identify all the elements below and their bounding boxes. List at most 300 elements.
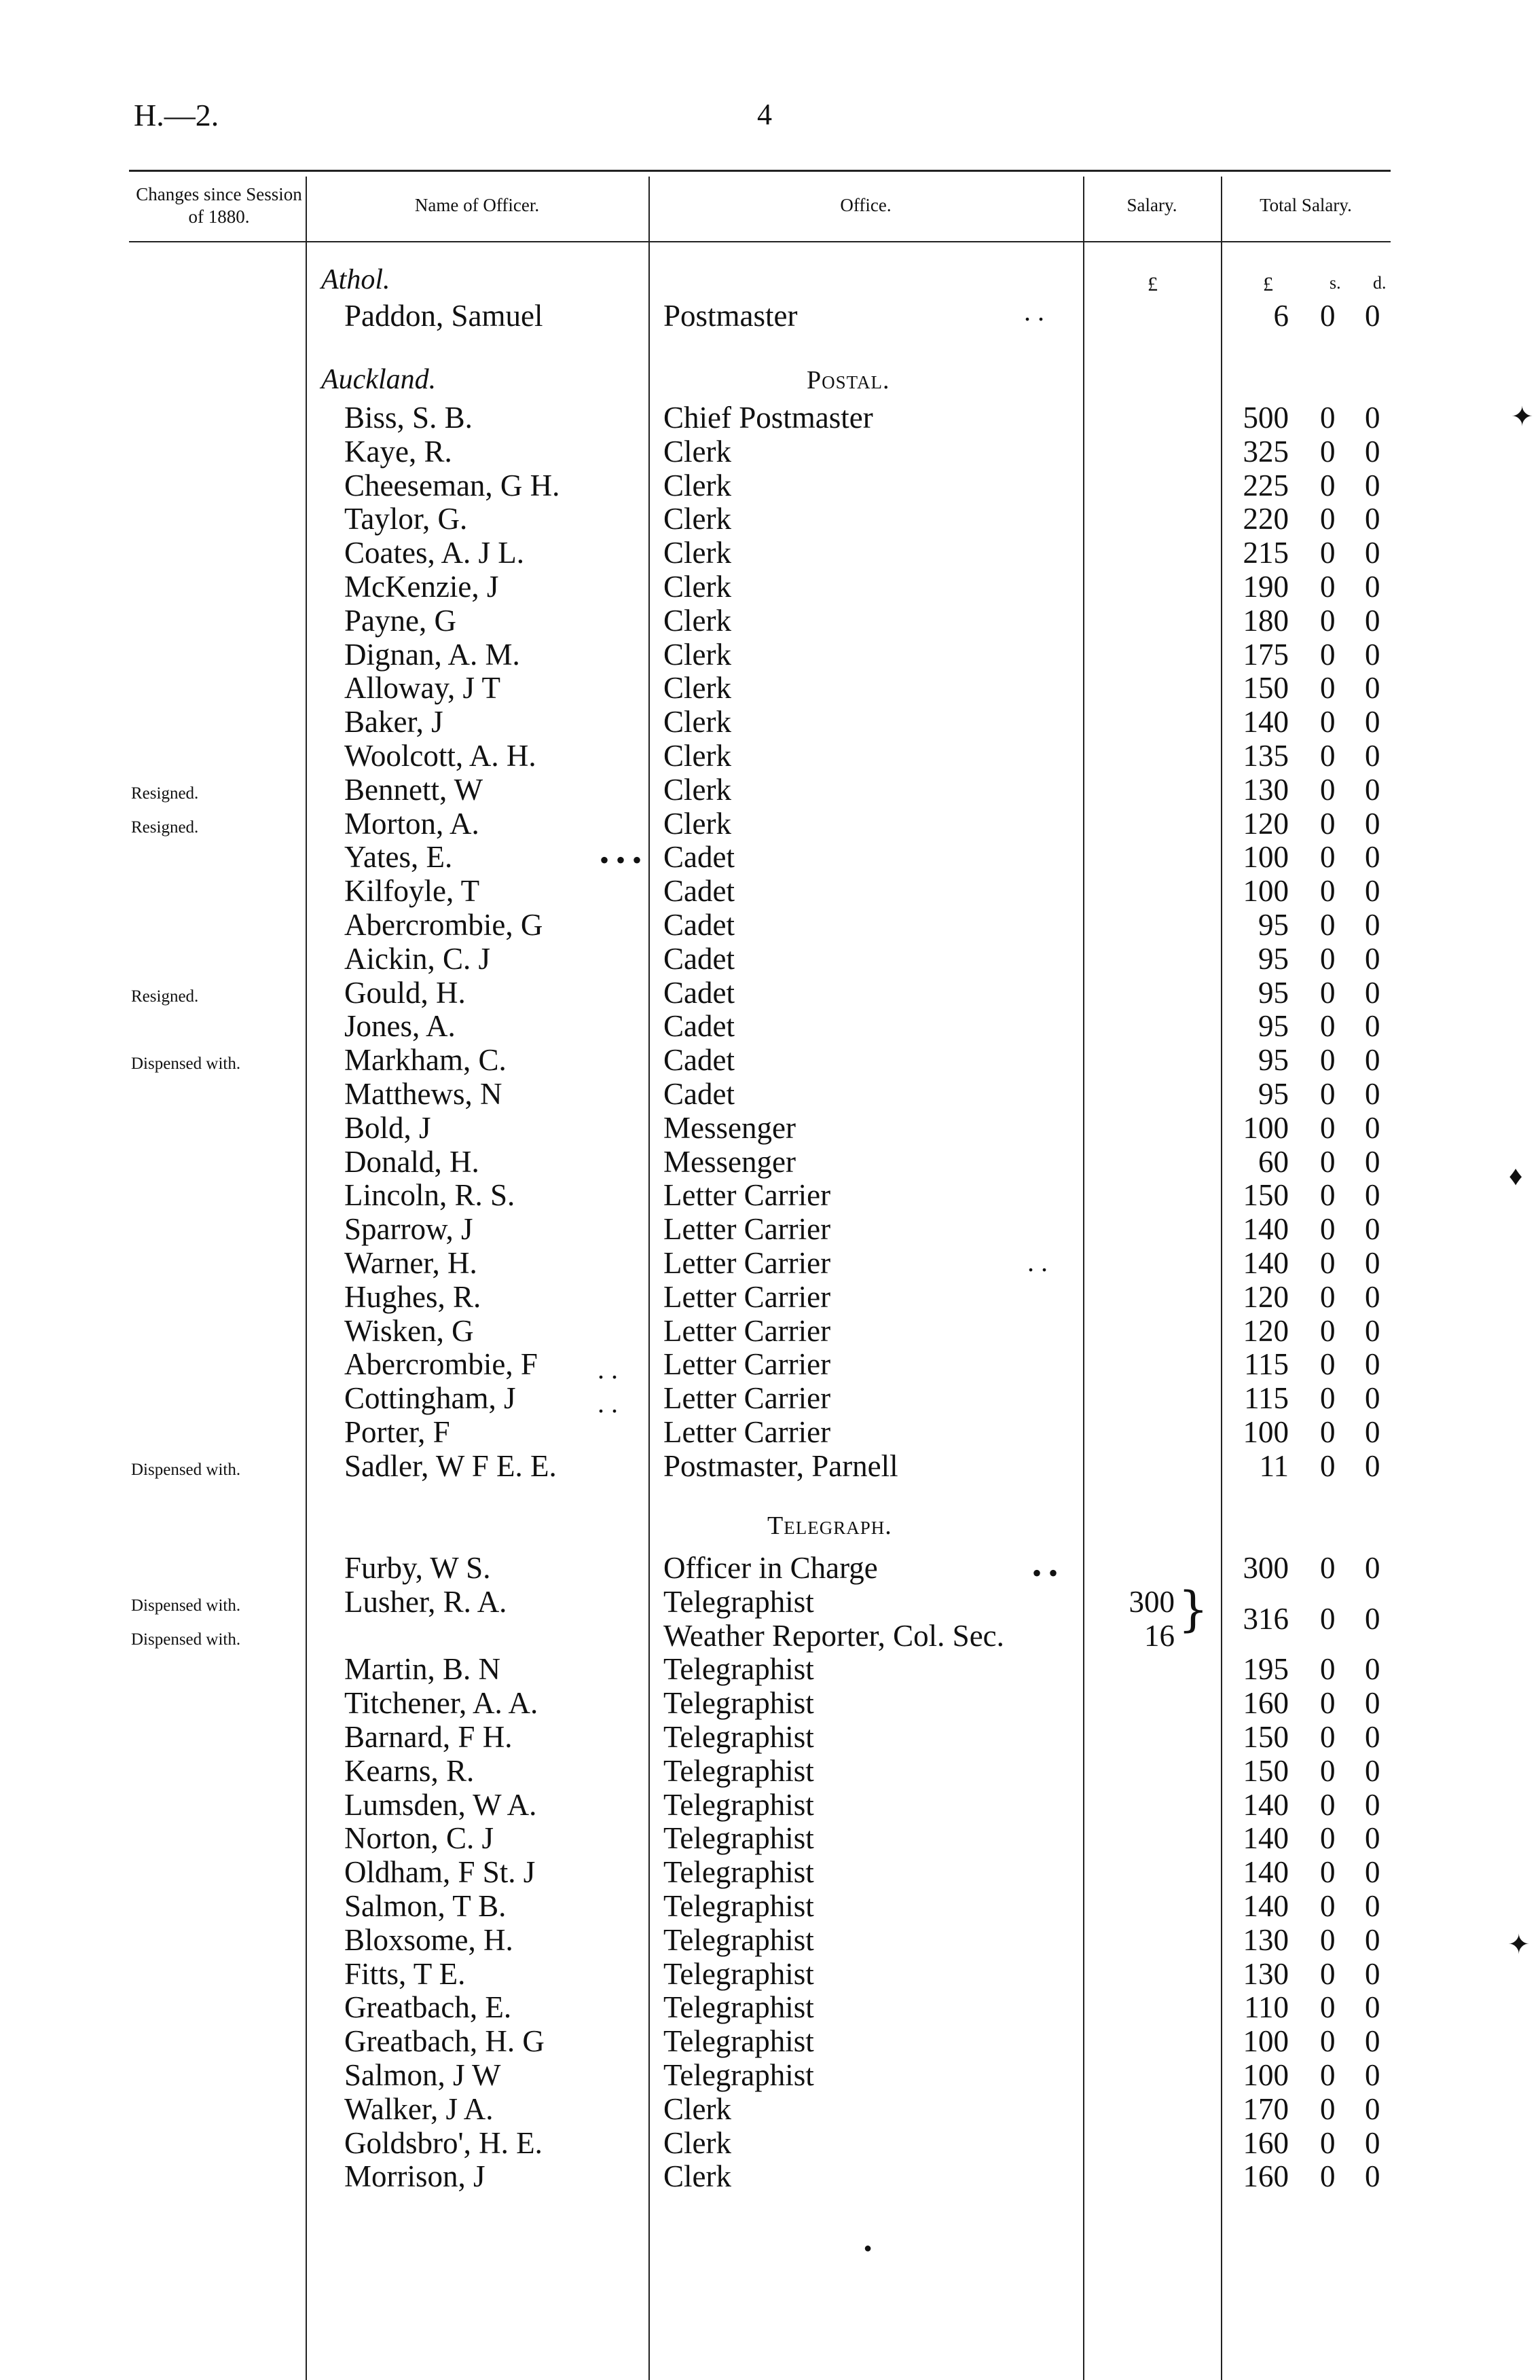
office-title: Cadet: [663, 941, 735, 976]
office-title: Clerk: [663, 468, 731, 502]
total-pence: 0: [1365, 941, 1380, 976]
office-title: Telegraphist: [663, 1720, 814, 1754]
change-note: Dispensed with.: [131, 1596, 241, 1615]
office-title: Clerk: [663, 2091, 731, 2126]
office-title: Telegraphist: [663, 1821, 814, 1856]
total-pence: 0: [1365, 2159, 1380, 2194]
table-row: [0, 2058, 1540, 2092]
officer-name: Morton, A.: [344, 806, 479, 841]
office-title: Messenger: [663, 1110, 796, 1145]
office-title: Clerk: [663, 2125, 731, 2160]
total-pounds: 220: [1243, 502, 1289, 536]
officer-name: Hughes, R.: [344, 1279, 481, 1314]
total-pence: 0: [1365, 2125, 1380, 2160]
total-pounds: 120: [1243, 806, 1289, 841]
change-note: Resigned.: [131, 987, 199, 1006]
total-pounds: 130: [1243, 772, 1289, 807]
office-title: Cadet: [663, 1077, 735, 1111]
total-pence: 0: [1365, 1077, 1380, 1111]
office-title: Letter Carrier: [663, 1313, 831, 1348]
total-pence: 0: [1365, 1686, 1380, 1721]
total-pence: 0: [1365, 1415, 1380, 1449]
total-pence: 0: [1365, 570, 1380, 604]
office-title: Telegraphist: [663, 1787, 814, 1822]
office-title: Letter Carrier: [663, 1381, 831, 1416]
total-shillings: 0: [1320, 603, 1336, 638]
total-pounds: 325: [1243, 434, 1289, 469]
office-title: Weather Reporter, Col. Sec.: [663, 1618, 1004, 1653]
officer-name: Porter, F: [344, 1415, 450, 1449]
column-header-office: Office.: [840, 195, 892, 216]
column-header-total: Total Salary.: [1260, 195, 1352, 216]
table-row: [0, 1923, 1540, 1957]
table-row: [0, 1077, 1540, 1111]
salary-pound-unit: £: [1148, 273, 1158, 295]
total-shillings: 0: [1320, 536, 1336, 570]
total-shillings: 0: [1320, 1077, 1336, 1111]
total-pounds: 110: [1244, 1990, 1289, 2025]
total-pence: 0: [1365, 1720, 1380, 1754]
officer-name: Cottingham, J: [344, 1381, 516, 1416]
total-pounds: 60: [1258, 1144, 1289, 1179]
office-title: Letter Carrier: [663, 1246, 831, 1280]
officer-name: Warner, H.: [344, 1246, 477, 1280]
office-title: Cadet: [663, 975, 735, 1010]
office-title: Cadet: [663, 840, 735, 875]
total-shillings: 0: [1320, 1601, 1336, 1636]
total-pence: 0: [1365, 2091, 1380, 2126]
officer-name: Baker, J: [344, 705, 443, 739]
total-shillings: 0: [1320, 1110, 1336, 1145]
total-pence: 0: [1365, 1347, 1380, 1382]
total-pence: 0: [1365, 1246, 1380, 1280]
officer-name: Kilfoyle, T: [344, 874, 480, 909]
total-pounds: 95: [1258, 941, 1289, 976]
officer-name: Alloway, J T: [344, 671, 500, 706]
total-shillings: 0: [1320, 401, 1336, 435]
table-row: [0, 502, 1540, 536]
total-shillings: 0: [1320, 671, 1336, 706]
total-shillings: 0: [1320, 1381, 1336, 1416]
total-shillings: 0: [1320, 1652, 1336, 1687]
table-row: [0, 1347, 1540, 1381]
officer-name: Wisken, G: [344, 1313, 474, 1348]
table-row: [0, 1381, 1540, 1415]
table-row: [0, 570, 1540, 604]
total-pence: 0: [1365, 874, 1380, 909]
office-title: Letter Carrier: [663, 1347, 831, 1382]
table-row: [0, 1280, 1540, 1314]
officer-name: Lincoln, R. S.: [344, 1178, 515, 1213]
total-shillings: 0: [1320, 299, 1336, 333]
office-title: Clerk: [663, 2159, 731, 2194]
total-shillings: 0: [1320, 1212, 1336, 1247]
total-pounds: 300: [1243, 1551, 1289, 1585]
margin-speck: ✦: [1511, 401, 1534, 432]
total-pounds: 100: [1243, 2058, 1289, 2092]
total-pounds: 6: [1273, 299, 1289, 333]
table-row: [0, 299, 1540, 333]
total-pence: 0: [1365, 1652, 1380, 1687]
officer-name: McKenzie, J: [344, 570, 499, 604]
officer-name: Fitts, T E.: [344, 1956, 466, 1991]
table-top-rule: [129, 170, 1391, 172]
officer-name: Gould, H.: [344, 975, 466, 1010]
page-number: 4: [757, 98, 772, 131]
total-shillings: 0: [1320, 1415, 1336, 1449]
total-pounds: 100: [1243, 840, 1289, 875]
officer-name: Goldsbro', H. E.: [344, 2125, 543, 2160]
total-pence: 0: [1365, 1313, 1380, 1348]
total-shillings: 0: [1320, 502, 1336, 536]
total-pounds: 11: [1259, 1448, 1289, 1483]
officer-name: Salmon, J W: [344, 2058, 501, 2092]
officer-name: Donald, H.: [344, 1144, 479, 1179]
total-pence: 0: [1365, 1889, 1380, 1923]
table-row: [0, 908, 1540, 942]
total-shillings: 0: [1320, 2159, 1336, 2194]
table-row: [0, 2024, 1540, 2058]
table-row: [0, 1111, 1540, 1145]
total-pence: 0: [1365, 401, 1380, 435]
officer-name: Taylor, G.: [344, 502, 468, 536]
total-pounds: 150: [1243, 1753, 1289, 1788]
office-title: Clerk: [663, 502, 731, 536]
total-pounds: 190: [1243, 570, 1289, 604]
total-shillings: 0: [1320, 1009, 1336, 1044]
table-row: [0, 469, 1540, 502]
officer-name: Titchener, A. A.: [344, 1686, 538, 1721]
officer-name: Paddon, Samuel: [344, 299, 543, 333]
table-row: [0, 874, 1540, 908]
total-pounds: 170: [1243, 2091, 1289, 2126]
total-pounds: 115: [1244, 1347, 1289, 1382]
total-pence: 0: [1365, 1855, 1380, 1890]
total-shillings: 0: [1320, 1821, 1336, 1856]
table-row: [0, 1145, 1540, 1179]
office-title: Letter Carrier: [663, 1178, 831, 1213]
total-pounds: 100: [1243, 874, 1289, 909]
margin-speck: ✦: [1507, 1929, 1530, 1960]
office-title: Cadet: [663, 908, 735, 942]
total-pence: 0: [1365, 1381, 1380, 1416]
salary-brace: }: [1178, 1581, 1209, 1637]
total-pence: 0: [1365, 1551, 1380, 1585]
total-shillings: 0: [1320, 1279, 1336, 1314]
total-pence: 0: [1365, 1821, 1380, 1856]
total-pence: 0: [1365, 1212, 1380, 1247]
total-shillings: 0: [1320, 1956, 1336, 1991]
leader-dots: . .: [1027, 1247, 1048, 1277]
table-row: [0, 435, 1540, 469]
district-heading-auckland: Auckland.: [321, 364, 437, 395]
office-title: Clerk: [663, 603, 731, 638]
total-pence: 0: [1365, 536, 1380, 570]
office-title: Cadet: [663, 1009, 735, 1044]
total-pounds: 135: [1243, 739, 1289, 773]
officer-name: Barnard, F H.: [344, 1720, 513, 1754]
table-row: [0, 1686, 1540, 1720]
page-reference: H.—2.: [134, 98, 219, 132]
leader-dots: . .: [598, 1388, 618, 1418]
table-row: [0, 976, 1540, 1010]
office-title: Letter Carrier: [663, 1279, 831, 1314]
table-row: [0, 1212, 1540, 1246]
salary-amount: 16: [1144, 1618, 1175, 1653]
officer-name: Aickin, C. J: [344, 941, 491, 976]
table-row: [0, 1619, 1540, 1653]
total-pounds: 100: [1243, 1110, 1289, 1145]
total-pounds: 195: [1243, 1652, 1289, 1687]
total-shillings: 0: [1320, 1889, 1336, 1923]
total-shillings: 0: [1320, 2125, 1336, 2160]
total-pounds: 316: [1243, 1601, 1289, 1636]
office-title: Clerk: [663, 806, 731, 841]
table-row: [0, 604, 1540, 638]
total-pence: 0: [1365, 1279, 1380, 1314]
total-pence: 0: [1365, 772, 1380, 807]
total-shillings: 0: [1320, 468, 1336, 502]
total-pence: 0: [1365, 603, 1380, 638]
salary-amount: 300: [1129, 1584, 1175, 1619]
table-row: [0, 1415, 1540, 1449]
table-row: [0, 1551, 1540, 1585]
officer-name: Lusher, R. A.: [344, 1584, 507, 1619]
office-title: Messenger: [663, 1144, 796, 1179]
table-row: [0, 807, 1540, 841]
total-pounds: 140: [1243, 1821, 1289, 1856]
total-shillings: 0: [1320, 705, 1336, 739]
table-row: [0, 1855, 1540, 1889]
table-row: [0, 1990, 1540, 2024]
officer-name: Bennett, W: [344, 772, 483, 807]
total-pounds: 95: [1258, 975, 1289, 1010]
total-shillings: 0: [1320, 637, 1336, 672]
change-note: Dispensed with.: [131, 1630, 241, 1649]
total-pounds: 140: [1243, 1246, 1289, 1280]
total-shillings: 0: [1320, 2024, 1336, 2059]
total-pounds: 140: [1243, 705, 1289, 739]
total-shillings: 0: [1320, 1043, 1336, 1078]
table-row: [0, 1652, 1540, 1686]
change-note: Dispensed with.: [131, 1460, 241, 1479]
shillings-unit: s.: [1330, 273, 1341, 293]
officer-name: Woolcott, A. H.: [344, 739, 536, 773]
officer-name: Cheeseman, G H.: [344, 468, 560, 502]
total-pence: 0: [1365, 1956, 1380, 1991]
total-pounds: 175: [1243, 637, 1289, 672]
officer-name: Dignan, A. M.: [344, 637, 520, 672]
total-pounds: 115: [1244, 1381, 1289, 1416]
total-pounds: 95: [1258, 1043, 1289, 1078]
officer-name: Sadler, W F E. E.: [344, 1448, 557, 1483]
total-pence: 0: [1365, 1787, 1380, 1822]
office-title: Postmaster: [663, 299, 798, 333]
table-row: [0, 1246, 1540, 1280]
section-heading-postal: Postal.: [807, 366, 890, 395]
office-title: Clerk: [663, 772, 731, 807]
leader-dots: . .: [1024, 296, 1044, 327]
office-title: Telegraphist: [663, 1956, 814, 1991]
officer-name: Yates, E.: [344, 840, 453, 875]
office-title: Chief Postmaster: [663, 401, 873, 435]
leader-dots: • •: [1032, 1558, 1059, 1588]
total-pence: 0: [1365, 1990, 1380, 2025]
officer-name: Norton, C. J: [344, 1821, 494, 1856]
total-pounds: 95: [1258, 908, 1289, 942]
officer-name: Bloxsome, H.: [344, 1922, 513, 1957]
total-pence: 0: [1365, 1922, 1380, 1957]
total-pence: 0: [1365, 1178, 1380, 1213]
change-note: Dispensed with.: [131, 1055, 241, 1074]
office-title: Telegraphist: [663, 2058, 814, 2092]
officer-name: Matthews, N: [344, 1077, 502, 1111]
column-header-changes: Changes since Session of 1880.: [136, 184, 302, 227]
officer-name: Biss, S. B.: [344, 401, 473, 435]
total-pence: 0: [1365, 468, 1380, 502]
total-pence: 0: [1365, 637, 1380, 672]
total-shillings: 0: [1320, 1448, 1336, 1483]
table-row: [0, 401, 1540, 435]
total-shillings: 0: [1320, 806, 1336, 841]
officer-name: Sparrow, J: [344, 1212, 473, 1247]
office-title: Telegraphist: [663, 1753, 814, 1788]
office-title: Telegraphist: [663, 1652, 814, 1687]
total-pounds: 100: [1243, 2024, 1289, 2059]
office-title: Clerk: [663, 739, 731, 773]
table-header-rule: [129, 241, 1391, 242]
total-pounds: 140: [1243, 1212, 1289, 1247]
total-shillings: 0: [1320, 1686, 1336, 1721]
total-pence: 0: [1365, 671, 1380, 706]
total-shillings: 0: [1320, 1922, 1336, 1957]
total-shillings: 0: [1320, 908, 1336, 942]
column-header-name: Name of Officer.: [414, 195, 540, 216]
total-pence: 0: [1365, 705, 1380, 739]
total-pounds: 150: [1243, 1720, 1289, 1754]
total-pence: 0: [1365, 2058, 1380, 2092]
total-shillings: 0: [1320, 1720, 1336, 1754]
officer-name: Kaye, R.: [344, 434, 452, 469]
total-pounds: 500: [1243, 401, 1289, 435]
total-pounds: 215: [1243, 536, 1289, 570]
table-row: [0, 1788, 1540, 1822]
total-pence: 0: [1365, 1043, 1380, 1078]
total-shillings: 0: [1320, 874, 1336, 909]
officer-name: Coates, A. J L.: [344, 536, 524, 570]
total-pence: 0: [1365, 434, 1380, 469]
table-row: [0, 1314, 1540, 1348]
total-pounds: 120: [1243, 1279, 1289, 1314]
table-row: [0, 671, 1540, 705]
table-row: [0, 1178, 1540, 1212]
section-heading-telegraph: Telegraph.: [767, 1512, 892, 1540]
total-pounds: 140: [1243, 1889, 1289, 1923]
officer-name: Greatbach, E.: [344, 1990, 512, 2025]
total-shillings: 0: [1320, 1144, 1336, 1179]
table-row: [0, 1449, 1540, 1483]
total-pence: 0: [1365, 1601, 1380, 1636]
table-row: [0, 705, 1540, 739]
table-row: [0, 1754, 1540, 1788]
total-shillings: 0: [1320, 1855, 1336, 1890]
total-shillings: 0: [1320, 739, 1336, 773]
table-row: [0, 2092, 1540, 2126]
office-title: Cadet: [663, 1043, 735, 1078]
office-title: Clerk: [663, 705, 731, 739]
total-pounds: 160: [1243, 1686, 1289, 1721]
office-title: Telegraphist: [663, 1686, 814, 1721]
officer-name: Abercrombie, G: [344, 908, 543, 942]
table-row: [0, 773, 1540, 807]
margin-speck: ♦: [1509, 1160, 1523, 1191]
table-row: [0, 1043, 1540, 1077]
table-row: [0, 1720, 1540, 1754]
total-pounds: 225: [1243, 468, 1289, 502]
total-pounds: 160: [1243, 2125, 1289, 2160]
table-row: [0, 536, 1540, 570]
total-pence: 0: [1365, 1448, 1380, 1483]
margin-speck: ●: [864, 2241, 873, 2256]
total-shillings: 0: [1320, 570, 1336, 604]
total-shillings: 0: [1320, 2058, 1336, 2092]
total-pounds: 130: [1243, 1956, 1289, 1991]
total-shillings: 0: [1320, 1178, 1336, 1213]
officer-name: Bold, J: [344, 1110, 431, 1145]
officer-name: Furby, W S.: [344, 1551, 491, 1585]
total-pounds: 140: [1243, 1787, 1289, 1822]
officer-name: Oldham, F St. J: [344, 1855, 536, 1890]
total-pounds: 100: [1243, 1415, 1289, 1449]
office-title: Letter Carrier: [663, 1212, 831, 1247]
total-pounds: 120: [1243, 1313, 1289, 1348]
table-row: [0, 1009, 1540, 1043]
officer-name: Morrison, J: [344, 2159, 485, 2194]
total-shillings: 0: [1320, 1551, 1336, 1585]
table-row: [0, 739, 1540, 773]
office-title: Telegraphist: [663, 1855, 814, 1890]
officer-name: Salmon, T B.: [344, 1889, 507, 1923]
change-note: Resigned.: [131, 784, 199, 803]
total-pounds: 150: [1243, 1178, 1289, 1213]
total-shillings: 0: [1320, 840, 1336, 875]
office-title: Letter Carrier: [663, 1415, 831, 1449]
officer-name: Kearns, R.: [344, 1753, 475, 1788]
officer-name: Markham, C.: [344, 1043, 507, 1078]
total-shillings: 0: [1320, 1787, 1336, 1822]
total-shillings: 0: [1320, 2091, 1336, 2126]
total-pounds: 95: [1258, 1009, 1289, 1044]
total-pounds: 130: [1243, 1922, 1289, 1957]
total-pound-unit: £: [1263, 273, 1273, 295]
office-title: Clerk: [663, 536, 731, 570]
change-note: Resigned.: [131, 818, 199, 837]
table-row: [0, 1957, 1540, 1991]
table-row: [0, 942, 1540, 976]
total-pence: 0: [1365, 806, 1380, 841]
total-shillings: 0: [1320, 975, 1336, 1010]
total-pence: 0: [1365, 1144, 1380, 1179]
office-title: Clerk: [663, 637, 731, 672]
office-title: Telegraphist: [663, 2024, 814, 2059]
table-row: [0, 1889, 1540, 1923]
column-header-salary: Salary.: [1126, 195, 1177, 216]
officer-name: Abercrombie, F: [344, 1347, 538, 1382]
office-title: Postmaster, Parnell: [663, 1448, 898, 1483]
office-title: Clerk: [663, 671, 731, 706]
office-title: Telegraphist: [663, 1990, 814, 2025]
leader-dots: . .: [598, 1354, 618, 1385]
